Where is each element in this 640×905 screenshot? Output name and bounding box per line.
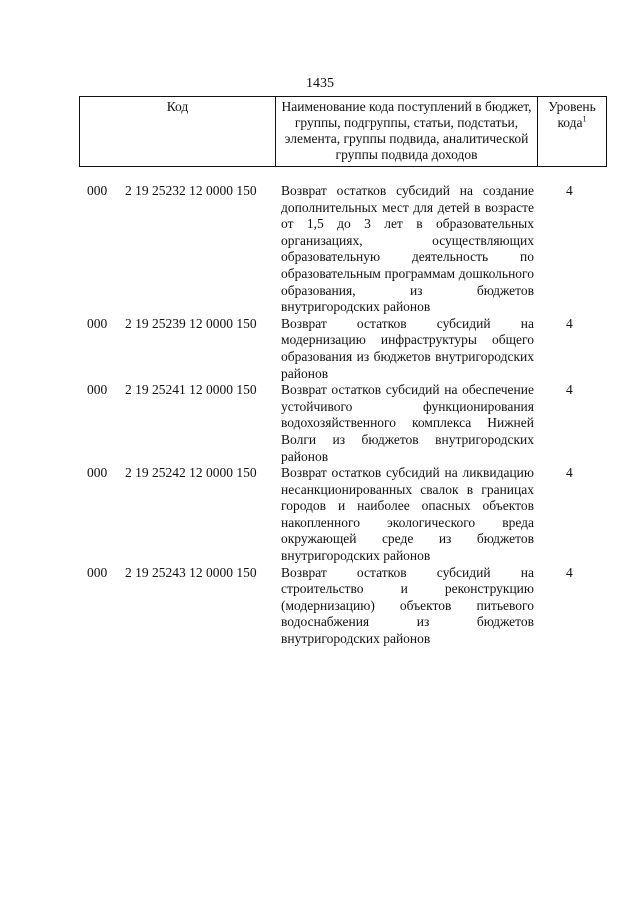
row-name: Возврат остатков субсидий на создание дополнительных мест для детей в возрасте от 1,5 до 3 лет в образовательных организациях, осуществляющих образовательную деятельность по образовательным программам дошкольного образования, из бюджетов внутригородских районов [281, 183, 534, 315]
row-income-code: 2 19 25243 12 0000 150 [125, 564, 257, 580]
row-level: 4 [566, 465, 573, 481]
header-level [538, 97, 606, 166]
header-code: Код [80, 97, 276, 166]
header-level-footnote: 1 [582, 114, 587, 124]
row-name: Возврат остатков субсидий на ликвидацию несанкционированных свалок в границах городов и наиболее опасных объектов накопленного экологического вреда окружающей среде из бюджетов внутригородских районов [281, 465, 534, 564]
header-name: Наименование кода поступлений в бюджет, группы, подгруппы, статьи, подстатьи, элемента, группы подвида, аналитической группы подвида доходов [276, 97, 538, 166]
table-row [0, 183, 640, 316]
row-admin-code: 000 [87, 183, 108, 198]
header-level-label: Уровень кода [548, 99, 596, 130]
table-row [0, 565, 640, 648]
row-income-code: 2 19 25239 12 0000 150 [125, 315, 257, 331]
table-header [79, 96, 607, 167]
row-admin-code: 000 [87, 564, 108, 580]
row-admin-code: 000 [87, 465, 108, 481]
table-row [0, 382, 640, 465]
row-name: Возврат остатков субсидий на строительство и реконструкцию (модернизацию) объектов питьевого водоснабжения из бюджетов внутригородских районов [281, 564, 534, 647]
table-row [0, 316, 640, 382]
row-level: 4 [566, 315, 573, 331]
row-level: 4 [566, 564, 573, 580]
table-body [0, 183, 640, 648]
row-admin-code: 000 [87, 382, 108, 398]
row-name: Возврат остатков субсидий на обеспечение устойчивого функционирования водохозяйственного комплекса Нижней Волги из бюджетов внутригородских районов [281, 382, 534, 464]
row-income-code: 2 19 25242 12 0000 150 [125, 465, 257, 481]
table-row [0, 465, 640, 565]
row-level: 4 [566, 183, 573, 198]
row-name: Возврат остатков субсидий на модернизацию инфраструктуры общего образования из бюджетов внутригородских районов [281, 315, 534, 381]
row-admin-code: 000 [87, 315, 108, 331]
row-income-code: 2 19 25232 12 0000 150 [125, 183, 257, 198]
page-number: 1435 [306, 76, 334, 91]
row-level: 4 [566, 382, 573, 398]
row-income-code: 2 19 25241 12 0000 150 [125, 382, 257, 398]
